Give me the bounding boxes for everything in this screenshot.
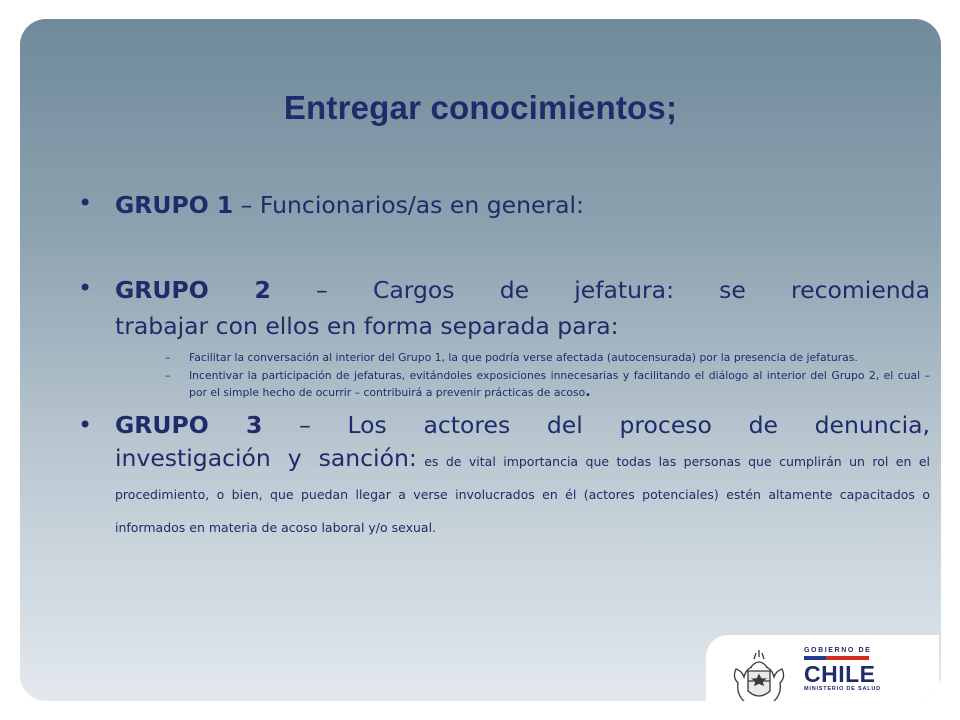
logo-text xyxy=(804,647,884,692)
slide-title: Entregar conocimientos; xyxy=(283,89,678,126)
dash-icon: – xyxy=(165,369,171,382)
grupo-2-text-line1: – Cargos de jefatura: se recomienda xyxy=(270,276,930,304)
list-item-grupo-1 xyxy=(76,187,930,223)
logo-line-ministerio: MINISTERIO DE SALUD xyxy=(804,686,881,692)
logo-block xyxy=(706,635,939,701)
logo-line-gobierno: GOBIERNO DE xyxy=(804,647,872,654)
coat-of-arms-icon xyxy=(718,645,800,701)
grupo-1-text: – Funcionarios/as en general: xyxy=(233,191,584,219)
sub-item-text: Incentivar la participación de jefaturas, evitándoles exposiciones innecesarias y facilitando el diálogo al interior del Grupo 2, el cual – por el simple hecho de ocurrir – contribuirá a prevenir prácticas de acoso xyxy=(189,369,930,399)
logo-line-chile: CHILE xyxy=(804,661,876,687)
flag-bar-icon xyxy=(804,656,869,660)
sub-item-end: . xyxy=(585,384,591,400)
list-item-grupo-2 xyxy=(76,272,930,401)
grupo-3-text-line1: – Los actores del proceso de denuncia, xyxy=(262,411,930,439)
slide-panel xyxy=(20,19,941,701)
sub-item-text: Facilitar la conversación al interior del Grupo 1, la que podría verse afectada (autocensurada) por la presencia de jefaturas. xyxy=(189,351,858,364)
grupo-1-label: GRUPO 1 xyxy=(115,191,234,219)
grupo-3-text-small: es de vital importancia que todas las personas que cumplirán un rol en el procedimiento, o bien, que puedan llegar a verse involucrados en él (actores potenciales) estén altamente capacitados o informados en materia de acoso laboral y/o sexual. xyxy=(115,454,930,535)
list-item-grupo-3 xyxy=(76,409,930,541)
content-list xyxy=(76,187,930,541)
sub-item-facilitar xyxy=(133,350,930,366)
grupo-2-sublist xyxy=(76,350,930,401)
bullet-icon: • xyxy=(78,274,93,302)
bullet-icon: • xyxy=(78,411,93,439)
grupo-3-label: GRUPO 3 xyxy=(115,411,263,439)
dash-icon: – xyxy=(165,351,171,364)
bullet-icon: • xyxy=(78,189,93,217)
grupo-3-text-large: investigación y sanción: xyxy=(115,444,417,472)
sub-item-incentivar xyxy=(133,368,930,401)
grupo-2-text-line2: trabajar con ellos en forma separada para: xyxy=(115,312,619,340)
grupo-2-label: GRUPO 2 xyxy=(115,276,271,304)
